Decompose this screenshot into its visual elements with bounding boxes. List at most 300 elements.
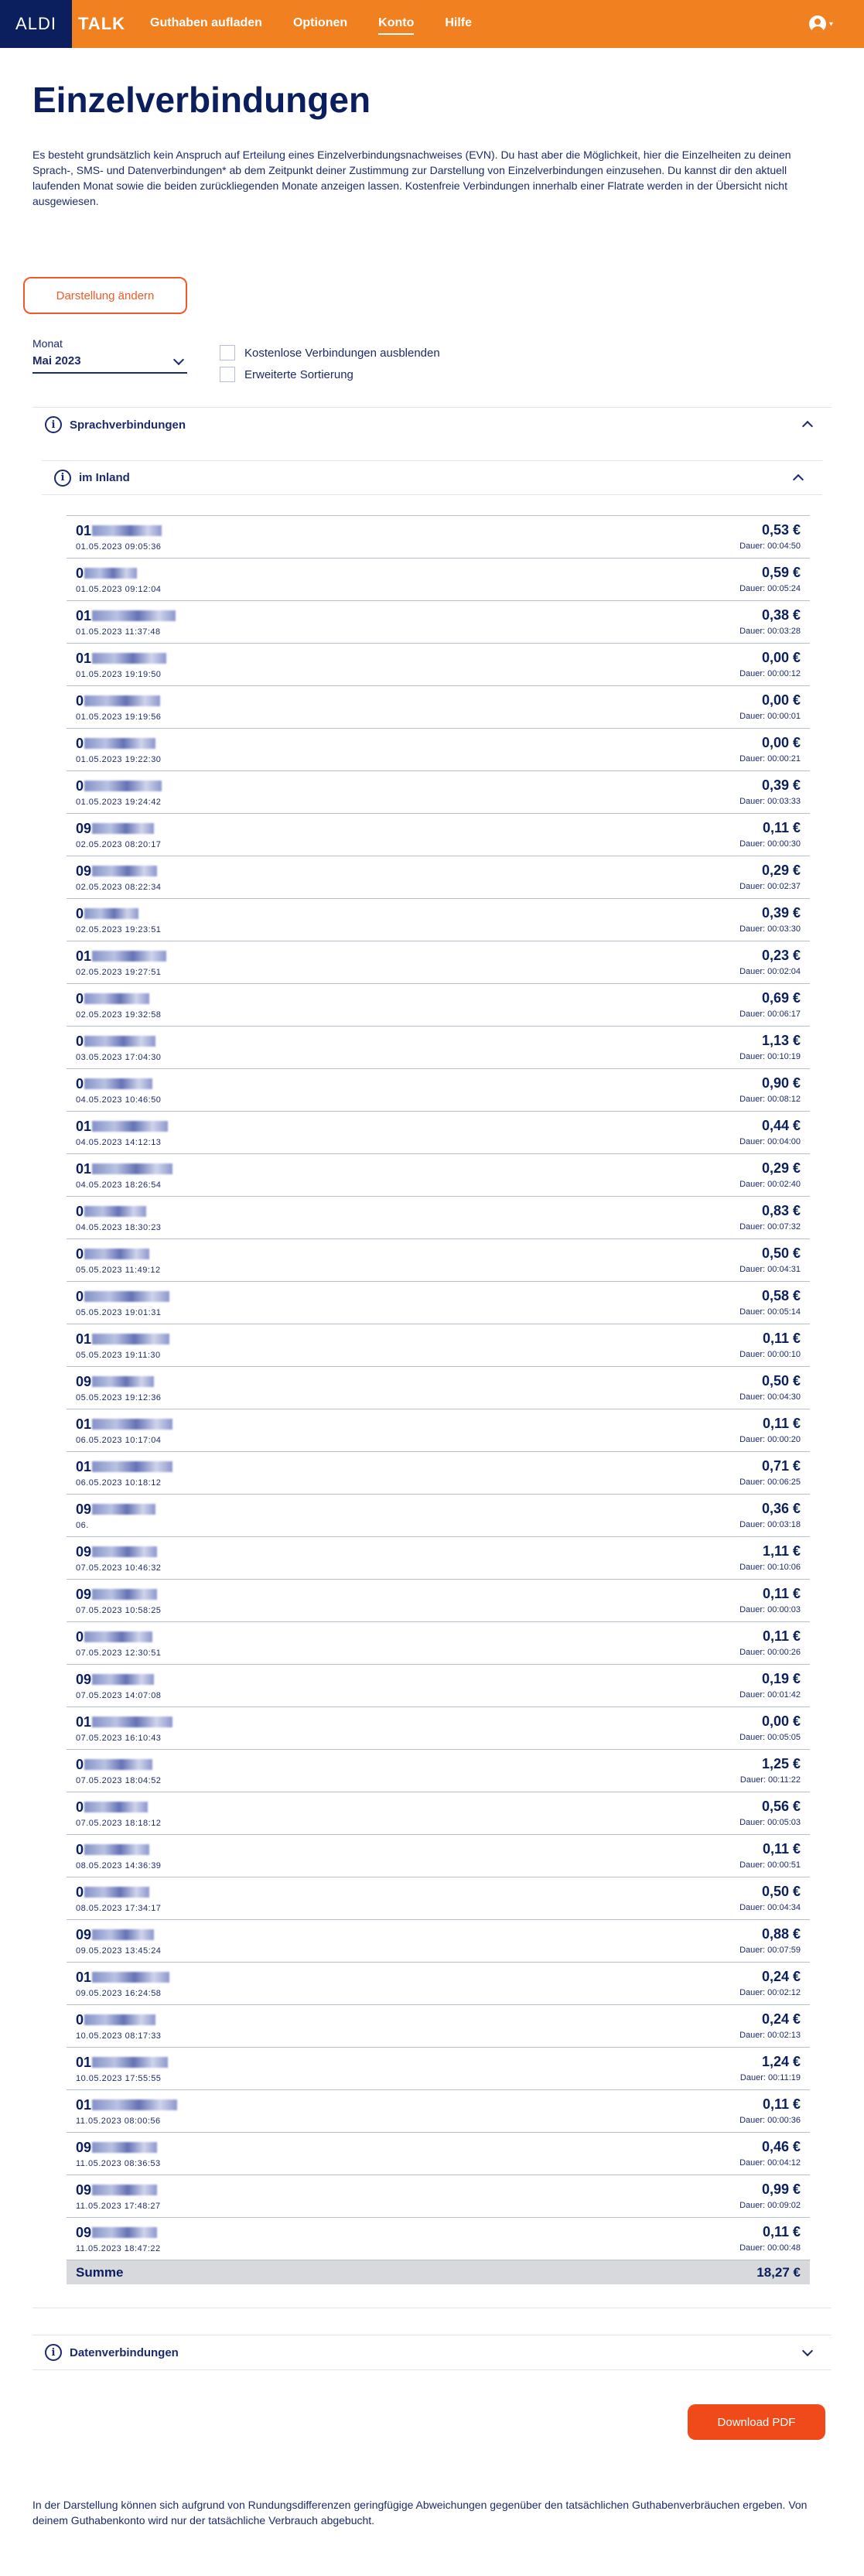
redacted-number (84, 1631, 152, 1642)
duration-value: 00:00:48 (767, 2243, 801, 2253)
call-price: 0,11 € (762, 2224, 801, 2239)
call-datetime: 07.05.2023 14:07:08 (76, 1691, 162, 1700)
redacted-number (92, 1674, 154, 1685)
duration-value: 00:00:30 (767, 839, 801, 849)
call-number-prefix: 0 (76, 1288, 84, 1304)
call-datetime: 11.05.2023 08:36:53 (76, 2159, 161, 2168)
call-datetime: 06.05.2023 10:17:04 (76, 1436, 162, 1445)
duration-label: Dauer: (739, 1137, 766, 1146)
call-price: 0,11 € (762, 1586, 801, 1601)
call-duration (739, 882, 801, 891)
duration-label: Dauer: (739, 1265, 766, 1274)
redacted-number (84, 1759, 152, 1770)
duration-value: 00:08:12 (767, 1095, 801, 1104)
redacted-number (92, 1504, 155, 1515)
chevron-up-icon (793, 473, 804, 484)
duration-label: Dauer: (739, 754, 766, 764)
nav-item-optionen[interactable]: Optionen (292, 16, 348, 29)
call-price: 0,11 € (762, 1331, 801, 1346)
table-row (67, 1962, 810, 2004)
extended-sort-checkbox[interactable] (220, 367, 235, 382)
duration-label: Dauer: (739, 1690, 766, 1700)
call-number-prefix: 0 (76, 1245, 84, 1262)
call-datetime: 04.05.2023 10:46:50 (76, 1095, 162, 1105)
call-duration (739, 1860, 801, 1870)
table-row (67, 2004, 810, 2047)
call-number-prefix: 09 (76, 1501, 92, 1517)
call-price: 0,00 € (761, 692, 801, 708)
redacted-number (92, 823, 154, 834)
call-datetime: 07.05.2023 18:18:12 (76, 1819, 162, 1828)
call-price: 1,11 € (762, 1543, 801, 1559)
data-connections-accordion (32, 2335, 832, 2370)
call-number-prefix: 01 (76, 2054, 92, 2070)
call-number (76, 1969, 169, 1986)
call-number (76, 948, 166, 965)
table-row (67, 1579, 810, 1621)
month-label: Monat (32, 337, 63, 350)
redacted-number (84, 781, 162, 791)
redacted-number (92, 1972, 169, 1983)
redacted-number (84, 1291, 169, 1302)
redacted-number (92, 1589, 157, 1600)
table-row (67, 1068, 810, 1111)
call-duration (739, 1946, 801, 1955)
call-price: 1,25 € (761, 1756, 801, 1771)
domestic-accordion (42, 460, 822, 2284)
table-row (67, 728, 810, 770)
hide-free-connections-row (220, 342, 440, 364)
duration-label: Dauer: (739, 924, 766, 934)
call-datetime: 02.05.2023 19:32:58 (76, 1010, 162, 1020)
redacted-number (92, 1546, 157, 1557)
call-duration (739, 1052, 801, 1061)
call-datetime: 11.05.2023 17:48:27 (76, 2202, 161, 2211)
call-datetime: 08.05.2023 17:34:17 (76, 1904, 162, 1913)
call-number-prefix: 01 (76, 1713, 92, 1730)
duration-value: 00:04:34 (767, 1903, 801, 1912)
call-datetime: 09.05.2023 16:24:58 (76, 1989, 162, 1998)
call-price: 0,69 € (761, 990, 801, 1006)
redacted-number (84, 2014, 155, 2025)
call-price: 0,00 € (761, 650, 801, 665)
duration-label: Dauer: (739, 1775, 766, 1785)
duration-value: 00:02:37 (767, 882, 801, 891)
call-duration (739, 669, 801, 678)
call-number (76, 1288, 169, 1305)
redacted-number (84, 908, 138, 919)
duration-value: 00:00:36 (767, 2116, 801, 2125)
domestic-header[interactable] (42, 461, 822, 495)
duration-value: 00:09:02 (767, 2201, 801, 2210)
call-number (76, 1586, 161, 1603)
call-duration (739, 754, 801, 764)
call-datetime: 07.05.2023 12:30:51 (76, 1648, 162, 1658)
call-duration (739, 2243, 801, 2253)
table-row (67, 1919, 810, 1962)
call-datetime: 05.05.2023 19:12:36 (76, 1393, 162, 1402)
duration-label: Dauer: (739, 797, 766, 806)
call-datetime: 07.05.2023 18:04:52 (76, 1776, 162, 1785)
duration-value: 00:00:10 (767, 1350, 801, 1359)
call-duration (739, 1605, 801, 1614)
call-number-prefix: 0 (76, 1756, 84, 1772)
call-datetime: 05.05.2023 11:49:12 (76, 1266, 161, 1275)
call-price: 0,83 € (761, 1203, 801, 1218)
call-price: 0,11 € (762, 1628, 801, 1644)
call-number (76, 2224, 161, 2241)
redacted-number (84, 1036, 155, 1047)
call-number (76, 1416, 172, 1433)
duration-label: Dauer: (739, 1478, 766, 1487)
duration-value: 00:07:59 (767, 1946, 801, 1955)
call-datetime: 02.05.2023 08:20:17 (76, 840, 162, 849)
duration-label: Dauer: (739, 669, 766, 678)
duration-value: 00:00:20 (767, 1435, 801, 1444)
table-row (67, 2132, 810, 2175)
chevron-down-icon: ▾ (828, 19, 833, 29)
duration-label: Dauer: (739, 1052, 766, 1061)
duration-value: 00:03:33 (767, 797, 801, 806)
duration-value: 00:05:24 (767, 584, 801, 593)
call-datetime: 04.05.2023 18:30:23 (76, 1223, 162, 1232)
call-price: 0,11 € (762, 820, 801, 835)
table-row (67, 2089, 810, 2132)
call-price: 0,00 € (761, 735, 801, 750)
change-display-button[interactable]: Darstellung ändern (23, 277, 187, 314)
call-datetime: 04.05.2023 18:26:54 (76, 1180, 162, 1190)
table-row (67, 1409, 810, 1451)
info-icon[interactable]: i (45, 416, 62, 433)
call-price: 0,11 € (762, 2096, 801, 2112)
sum-label: Summe (76, 2264, 124, 2280)
voice-connections-title: Sprachverbindungen (70, 418, 186, 432)
call-duration (739, 1563, 801, 1572)
duration-value: 00:04:31 (767, 1265, 801, 1274)
call-price: 0,88 € (761, 1926, 801, 1942)
call-duration (739, 712, 801, 721)
table-row (67, 1749, 810, 1792)
info-icon[interactable]: i (54, 470, 71, 487)
duration-value: 00:02:13 (767, 2031, 801, 2040)
voice-connections-header[interactable] (32, 408, 832, 442)
user-icon (809, 15, 826, 32)
redacted-number (84, 1078, 152, 1089)
table-row (67, 1664, 810, 1707)
extended-sort-label: Erweiterte Sortierung (244, 367, 353, 381)
call-duration (739, 1520, 801, 1529)
call-datetime: 03.05.2023 17:04:30 (76, 1053, 162, 1062)
call-number (76, 1799, 161, 1816)
call-price: 0,39 € (761, 777, 801, 793)
duration-label: Dauer: (739, 1648, 766, 1657)
table-row (67, 1792, 810, 1834)
call-number-prefix: 09 (76, 1671, 92, 1687)
redacted-number (92, 951, 166, 962)
duration-label: Dauer: (739, 1860, 766, 1870)
redacted-number (84, 1206, 146, 1217)
call-number-prefix: 09 (76, 2181, 92, 2198)
call-number-prefix: 01 (76, 2096, 92, 2113)
call-price: 0,50 € (761, 1884, 801, 1899)
call-number-prefix: 0 (76, 905, 84, 921)
duration-label: Dauer: (739, 1520, 766, 1529)
call-number (76, 1373, 161, 1390)
redacted-number (84, 1249, 149, 1259)
duration-label: Dauer: (739, 2031, 766, 2040)
nav-item-guthaben-aufladen[interactable]: Guthaben aufladen (150, 16, 262, 29)
call-duration (739, 1818, 801, 1827)
call-number (76, 2011, 161, 2028)
call-duration (739, 839, 801, 849)
call-number (76, 2096, 177, 2113)
month-filter (32, 337, 187, 385)
call-datetime: 11.05.2023 08:00:56 (76, 2116, 161, 2126)
call-price: 0,50 € (761, 1373, 801, 1389)
duration-value: 00:04:30 (767, 1392, 801, 1402)
duration-label: Dauer: (739, 1818, 766, 1827)
table-row (67, 1153, 810, 1196)
call-number-prefix: 01 (76, 1331, 92, 1347)
duration-label: Dauer: (739, 542, 766, 551)
call-number-prefix: 01 (76, 948, 92, 964)
duration-value: 00:11:22 (767, 1775, 801, 1785)
user-menu[interactable] (809, 15, 833, 32)
redacted-number (92, 610, 176, 621)
call-datetime: 01.05.2023 19:19:56 (76, 712, 162, 722)
duration-label: Dauer: (739, 1733, 766, 1742)
table-row (67, 1494, 810, 1536)
call-datetime: 09.05.2023 13:45:24 (76, 1946, 162, 1956)
redacted-number (84, 568, 137, 579)
call-price: 0,59 € (761, 565, 801, 580)
redacted-number (92, 1419, 172, 1430)
redacted-number (92, 1717, 172, 1727)
duration-label: Dauer: (739, 1605, 766, 1614)
call-number-prefix: 0 (76, 692, 84, 709)
call-datetime: 02.05.2023 19:23:51 (76, 925, 162, 934)
call-number-prefix: 0 (76, 1841, 84, 1857)
call-price: 0,53 € (761, 522, 801, 538)
redacted-number (92, 1461, 172, 1472)
call-price: 0,90 € (761, 1075, 801, 1091)
call-price: 0,29 € (761, 863, 801, 878)
call-price: 0,11 € (762, 1841, 801, 1857)
call-datetime: 01.05.2023 09:05:36 (76, 542, 162, 552)
call-number (76, 1501, 155, 1518)
call-number (76, 1884, 161, 1901)
duration-value: 00:03:28 (767, 627, 801, 636)
table-row (67, 515, 810, 558)
call-number (76, 990, 161, 1007)
call-number-prefix: 01 (76, 1118, 92, 1134)
call-price: 0,50 € (761, 1245, 801, 1261)
redacted-number (92, 653, 166, 664)
table-row (67, 1196, 810, 1238)
call-duration (739, 2116, 801, 2125)
duration-label: Dauer: (739, 1392, 766, 1402)
call-price: 0,71 € (761, 1458, 801, 1474)
table-row (67, 643, 810, 685)
call-number-prefix: 09 (76, 1373, 92, 1389)
call-number (76, 1713, 172, 1730)
duration-label: Dauer: (739, 2073, 766, 2082)
call-datetime: 02.05.2023 08:22:34 (76, 883, 162, 892)
redacted-number (92, 1163, 172, 1174)
call-number (76, 1331, 169, 1348)
duration-value: 00:06:25 (767, 1478, 801, 1487)
call-number (76, 1671, 161, 1688)
call-number (76, 1245, 161, 1262)
call-price: 0,19 € (761, 1671, 801, 1686)
call-number (76, 1118, 168, 1135)
table-row (67, 1707, 810, 1749)
duration-value: 00:05:05 (767, 1733, 801, 1742)
call-duration (739, 1180, 801, 1189)
table-row (67, 1877, 810, 1919)
call-duration (739, 924, 801, 934)
aldi-talk-logo[interactable] (0, 0, 125, 48)
duration-label: Dauer: (739, 1307, 766, 1317)
call-number-prefix: 0 (76, 1203, 84, 1219)
call-number-prefix: 0 (76, 735, 84, 751)
call-duration (740, 2073, 801, 2082)
redacted-number (92, 866, 157, 876)
call-datetime: 11.05.2023 18:47:22 (76, 2244, 161, 2253)
call-datetime: 10.05.2023 08:17:33 (76, 2031, 162, 2041)
table-row (67, 1111, 810, 1153)
call-number (76, 905, 161, 922)
duration-label: Dauer: (739, 839, 766, 849)
duration-label: Dauer: (739, 1010, 766, 1019)
redacted-number (92, 1334, 169, 1344)
table-row (67, 898, 810, 941)
call-number (76, 1926, 161, 1943)
call-number-prefix: 01 (76, 1160, 92, 1177)
call-number-prefix: 0 (76, 2011, 84, 2028)
duration-value: 00:02:40 (767, 1180, 801, 1189)
redacted-number (92, 2227, 157, 2238)
redacted-number (92, 1121, 168, 1132)
call-number (76, 1160, 172, 1177)
call-number-prefix: 09 (76, 820, 92, 836)
table-row (67, 1834, 810, 1877)
call-datetime: 05.05.2023 19:01:31 (76, 1308, 162, 1317)
call-number-prefix: 0 (76, 777, 84, 794)
table-row (67, 1238, 810, 1281)
nav-item-hilfe[interactable]: Hilfe (445, 16, 473, 29)
call-datetime: 01.05.2023 11:37:48 (76, 627, 161, 637)
call-duration (739, 1265, 801, 1274)
table-row (67, 558, 810, 600)
month-value: Mai 2023 (32, 354, 81, 367)
call-duration (739, 1392, 801, 1402)
filters (32, 337, 832, 385)
table-row (67, 2175, 810, 2217)
table-row (67, 1281, 810, 1324)
call-number (76, 735, 161, 752)
duration-value: 00:00:01 (767, 712, 801, 721)
hide-free-connections-checkbox[interactable] (220, 345, 235, 360)
duration-value: 00:03:30 (767, 924, 801, 934)
chevron-down-icon (173, 354, 184, 364)
call-number-prefix: 01 (76, 1969, 92, 1985)
nav-item-konto[interactable]: Konto (378, 13, 414, 35)
call-number (76, 2139, 161, 2156)
call-number-prefix: 01 (76, 522, 92, 538)
data-connections-header[interactable] (32, 2335, 832, 2369)
call-price: 0,00 € (761, 1713, 801, 1729)
call-number (76, 1628, 161, 1645)
filter-checkboxes (220, 342, 440, 385)
duration-value: 00:05:03 (767, 1818, 801, 1827)
call-number-prefix: 01 (76, 650, 92, 666)
call-number-prefix: 01 (76, 1458, 92, 1474)
call-datetime: 06.05.2023 10:18:12 (76, 1478, 162, 1488)
call-price: 0,46 € (761, 2139, 801, 2154)
duration-label: Dauer: (739, 627, 766, 636)
call-duration (739, 1733, 801, 1742)
duration-label: Dauer: (739, 712, 766, 721)
call-duration (739, 1137, 801, 1146)
call-datetime: 06. (76, 1521, 89, 1530)
call-number-prefix: 01 (76, 1416, 92, 1432)
call-duration (739, 2201, 801, 2210)
call-duration (739, 967, 801, 976)
redacted-number (92, 1929, 154, 1940)
call-price: 0,38 € (761, 607, 801, 623)
call-number-prefix: 0 (76, 1033, 84, 1049)
duration-value: 00:04:00 (767, 1137, 801, 1146)
call-number (76, 1033, 161, 1050)
month-select[interactable] (32, 350, 187, 374)
voice-connections-accordion (32, 407, 832, 2308)
table-row (67, 1366, 810, 1409)
call-duration (739, 1435, 801, 1444)
duration-value: 00:00:12 (767, 669, 801, 678)
call-price: 0,23 € (761, 948, 801, 963)
duration-label: Dauer: (739, 2243, 766, 2253)
chevron-up-icon (802, 421, 813, 432)
extended-sort-row (220, 364, 440, 385)
call-number (76, 777, 162, 794)
call-price: 0,99 € (761, 2181, 801, 2197)
call-duration (739, 797, 801, 806)
redacted-number (92, 2142, 157, 2153)
duration-value: 00:04:50 (767, 542, 801, 551)
duration-value: 00:02:12 (767, 1988, 801, 1997)
call-number (76, 2181, 161, 2198)
redacted-number (84, 1802, 148, 1812)
call-number-prefix: 09 (76, 1586, 92, 1602)
download-pdf-button[interactable]: Download PDF (688, 2404, 825, 2440)
call-duration (739, 1478, 801, 1487)
call-datetime: 01.05.2023 19:19:50 (76, 670, 162, 679)
duration-value: 00:10:06 (767, 1563, 801, 1572)
duration-label: Dauer: (739, 2116, 766, 2125)
data-connections-title: Datenverbindungen (70, 2345, 179, 2359)
duration-value: 00:06:17 (767, 1010, 801, 1019)
duration-value: 00:11:19 (767, 2073, 801, 2082)
table-row (67, 983, 810, 1026)
info-icon[interactable]: i (45, 2344, 62, 2361)
call-duration (739, 2031, 801, 2040)
call-number (76, 1203, 161, 1220)
duration-value: 00:00:26 (767, 1648, 801, 1657)
call-number-prefix: 0 (76, 990, 84, 1006)
call-duration (739, 584, 801, 593)
call-price: 0,36 € (761, 1501, 801, 1516)
